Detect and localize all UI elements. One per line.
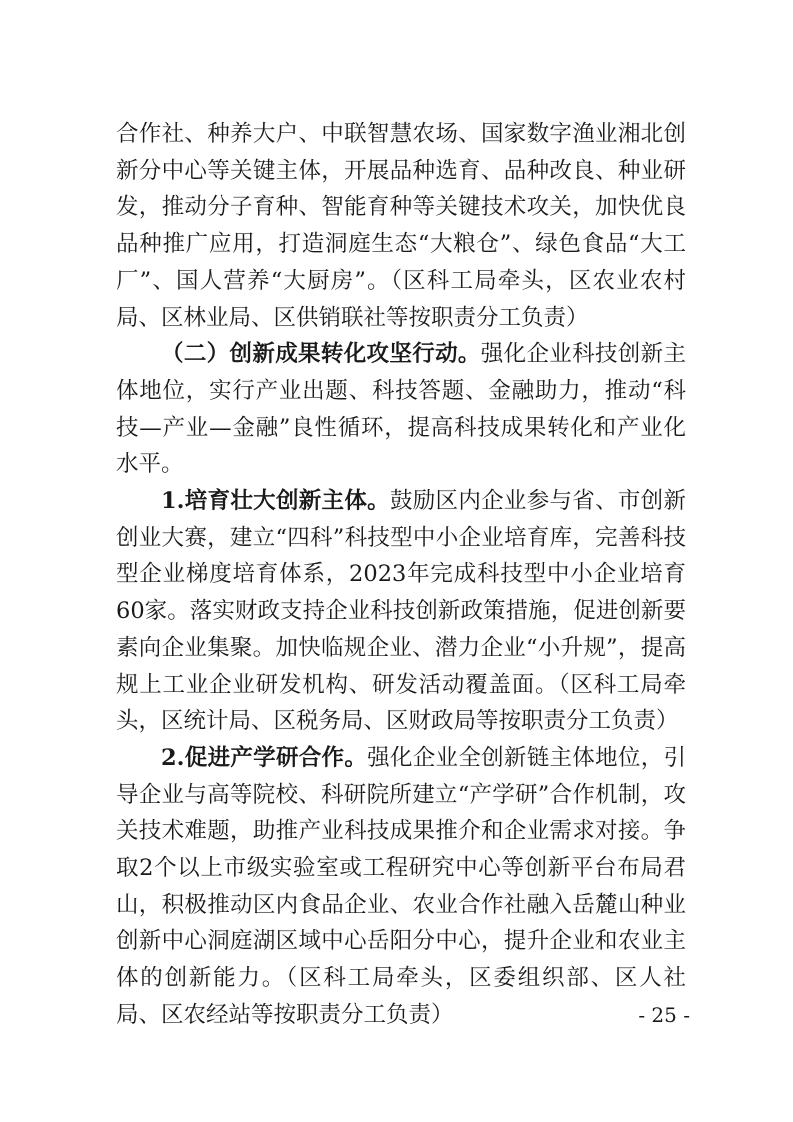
page-number: - 25 -: [638, 1003, 690, 1027]
paragraph-body: 强化企业科技创新主体地位，实行产业出题、科技答题、金融助力，推动“科技—产业—金融”良性循环，提高科技成果转化和产业化水平。: [116, 341, 686, 478]
item-heading: 1.培育壮大创新主体。: [161, 488, 390, 515]
paragraph-body: 鼓励区内企业参与省、市创新创业大赛，建立“四科”科技型中小企业培育库，完善科技型企业梯度培育体系，2023年完成科技型中小企业培育60家。落实财政支持企业科技创新政策措施，促进创新要素向企业集聚。加快临规企业、潜力企业“小升规”，提高规上工业企业研发机构、研发活动覆盖面。（区科工局牵头，区统计局、区税务局、区财政局等按职责分工负责）: [116, 488, 686, 735]
item-heading: 2.促进产学研合作。: [161, 744, 368, 771]
paragraph-body: 合作社、种养大户、中联智慧农场、国家数字渔业湘北创新分中心等关键主体，开展品种选育、品种改良、种业研发，推动分子育种、智能育种等关键技术攻关，加快优良品种推广应用，打造洞庭生态“大粮仓”、绿色食品“大工厂”、国人营养“大厨房”。（区科工局牵头，区农业农村局、区林业局、区供销联社等按职责分工负责）: [116, 121, 686, 331]
paragraph-body: 强化企业全创新链主体地位，引导企业与高等院校、科研院所建立“产学研”合作机制，攻关技术难题，助推产业科技成果推介和企业需求对接。争取2个以上市级实验室或工程研究中心等创新平台布局君山，积极推动区内食品企业、农业合作社融入岳麓山种业创新中心洞庭湖区域中心岳阳分中心，提升企业和农业主体的创新能力。（区科工局牵头，区委组织部、区人社局、区农经站等按职责分工负责）: [116, 744, 686, 1028]
item-paragraph-2: [116, 740, 686, 1034]
body-text: [116, 116, 686, 1034]
section-heading-paragraph: [116, 336, 686, 483]
item-paragraph-1: [116, 483, 686, 740]
section-heading: （二）创新成果转化攻坚行动。: [161, 341, 481, 368]
paragraph-continuation: [116, 116, 686, 336]
